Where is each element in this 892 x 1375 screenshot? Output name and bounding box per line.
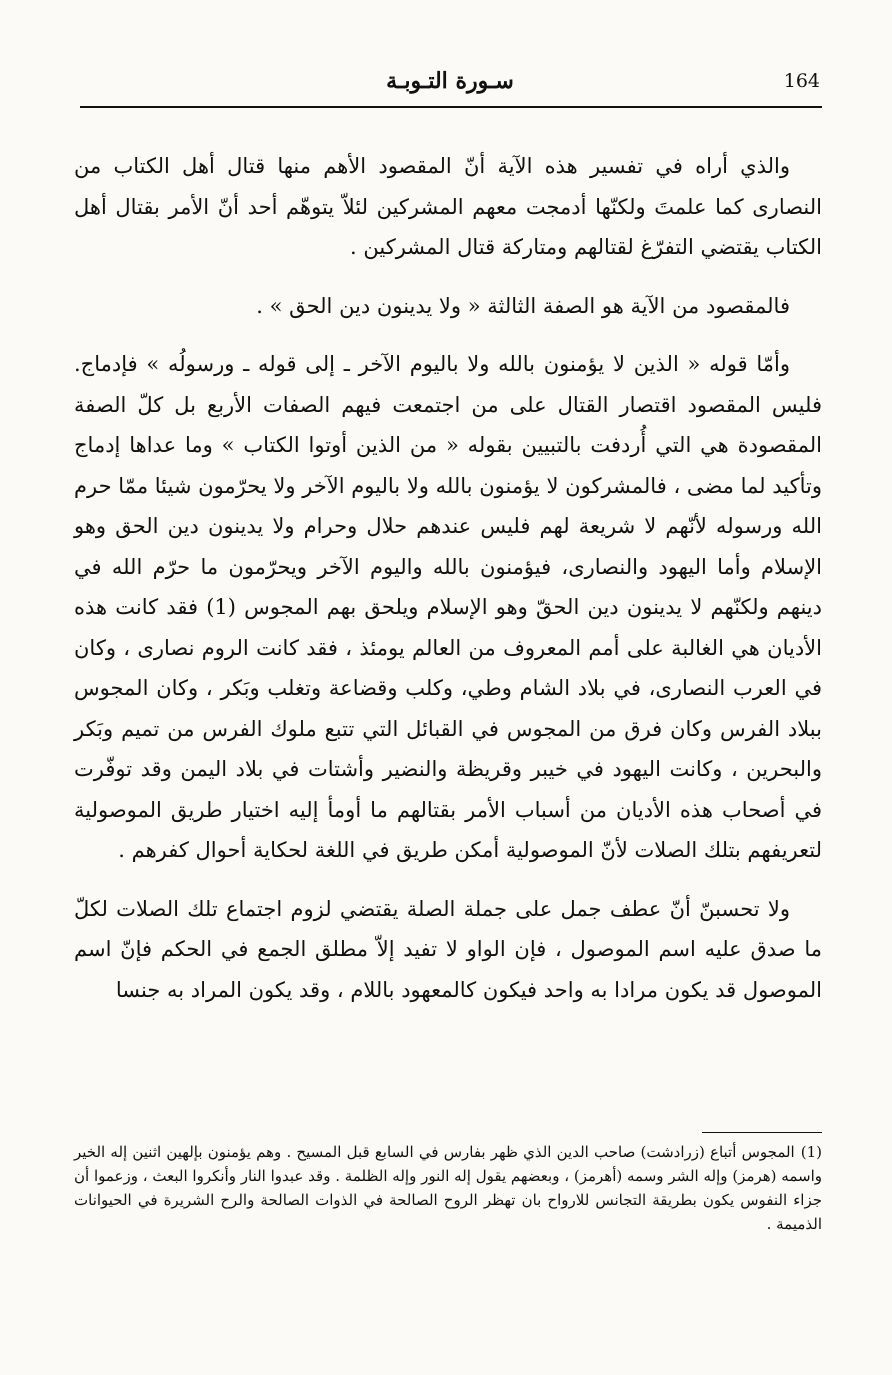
footnotes bbox=[74, 1140, 822, 1236]
running-title: سـورة التـوبـة bbox=[386, 68, 514, 94]
footnote bbox=[74, 1140, 822, 1236]
main-text bbox=[74, 146, 822, 1010]
paragraph: والذي أراه في تفسير هذه الآية أنّ المقصود الأهم منها قتال أهل الكتاب من النصارى كما علمتَ ولكنّها أدمجت معهم المشركين لئلاّ يتوهّم أحد أنّ الأمر بقتال أهل الكتاب يقتضي التفرّغ لقتالهم ومتاركة قتال المشركين . bbox=[74, 154, 822, 259]
header-rule bbox=[80, 106, 822, 108]
paragraph: وأمّا قوله « الذين لا يؤمنون بالله ولا باليوم الآخر ـ إلى قوله ـ ورسولُه » فإدماج. فليس المقصود اقتصار القتال على من اجتمعت فيهم الصفات الأربع بل كلّ الصفة المقصودة هي التي أُردفت بالتبيين بقوله « من الذين أوتوا الكتاب » وما عداها إدماج وتأكيد لما مضى ، فالمشركون لا يؤمنون بالله ولا باليوم الآخر ولا يحرّمون شيئا ممّا حرم الله ورسوله لأنّهم لا شريعة لهم فليس عندهم حلال وحرام ولا يدينون دين الحق وهو الإسلام وأما اليهود والنصارى، فيؤمنون بالله واليوم الآخر ويحرّمون ما حرّم الله في دينهم ولكنّهم لا يدينون دين الحقّ وهو الإسلام ويلحق بهم المجوس (1) فقد كانت هذه الأديان هي الغالبة على أمم المعروف من العالم يومئذ ، فقد كانت الروم نصارى ، وكان في العرب النصارى، في بلاد الشام وطي، وكلب وقضاعة وتغلب وبَكر ، وكان المجوس ببلاد الفرس وكان فرق من المجوس في القبائل التي تتبع ملوك الفرس من تميم وبَكر والبحرين ، وكانت اليهود في خيبر وقريظة والنضير وأشتات في بلاد اليمن وقد توفّرت في أصحاب هذه الأديان من أسباب الأمر بقتالهم ما أومأ إليه اختيار طريق الموصولية لتعريفهم بتلك الصلات لأنّ الموصولية أمكن طريق في اللغة لحكاية أحوال كفرهم . bbox=[74, 352, 822, 862]
footnote-marker: (1) bbox=[800, 1143, 822, 1161]
footnote-text: المجوس أتباع (زرادشت) صاحب الدين الذي ظهر بفارس في السابع قبل المسيح . وهم يؤمنون بإلهين اثنين إله الخير واسمه (هرمز) وإله الشر وسمه (أهرمز) ، وبعضهم يقول إله النور وإله الظلمة . وقد عبدوا النار وأنكروا البعث ، وزعموا أن جزاء النفوس يكون بطريقة التجانس للارواح بان تهظر الروح الصالحة في الذوات الصالحة والرح الشريرة في الحيوانات الذميمة . bbox=[74, 1143, 822, 1233]
paragraph: ولا تحسبنّ أنّ عطف جمل على جملة الصلة يقتضي لزوم اجتماع تلك الصلات لكلّ ما صدق عليه اسم الموصول ، فإن الواو لا تفيد إلاّ مطلق الجمع في الحكم فإنّ اسم الموصول قد يكون مرادا به واحد فيكون كالمعهود باللام ، وقد يكون المراد به جنسا bbox=[74, 896, 822, 1002]
footnote-rule bbox=[702, 1132, 822, 1133]
page-number: 164 bbox=[783, 70, 820, 92]
page-header bbox=[80, 62, 820, 104]
paragraph: فالمقصود من الآية هو الصفة الثالثة « ولا يدينون دين الحق » . bbox=[256, 293, 790, 318]
